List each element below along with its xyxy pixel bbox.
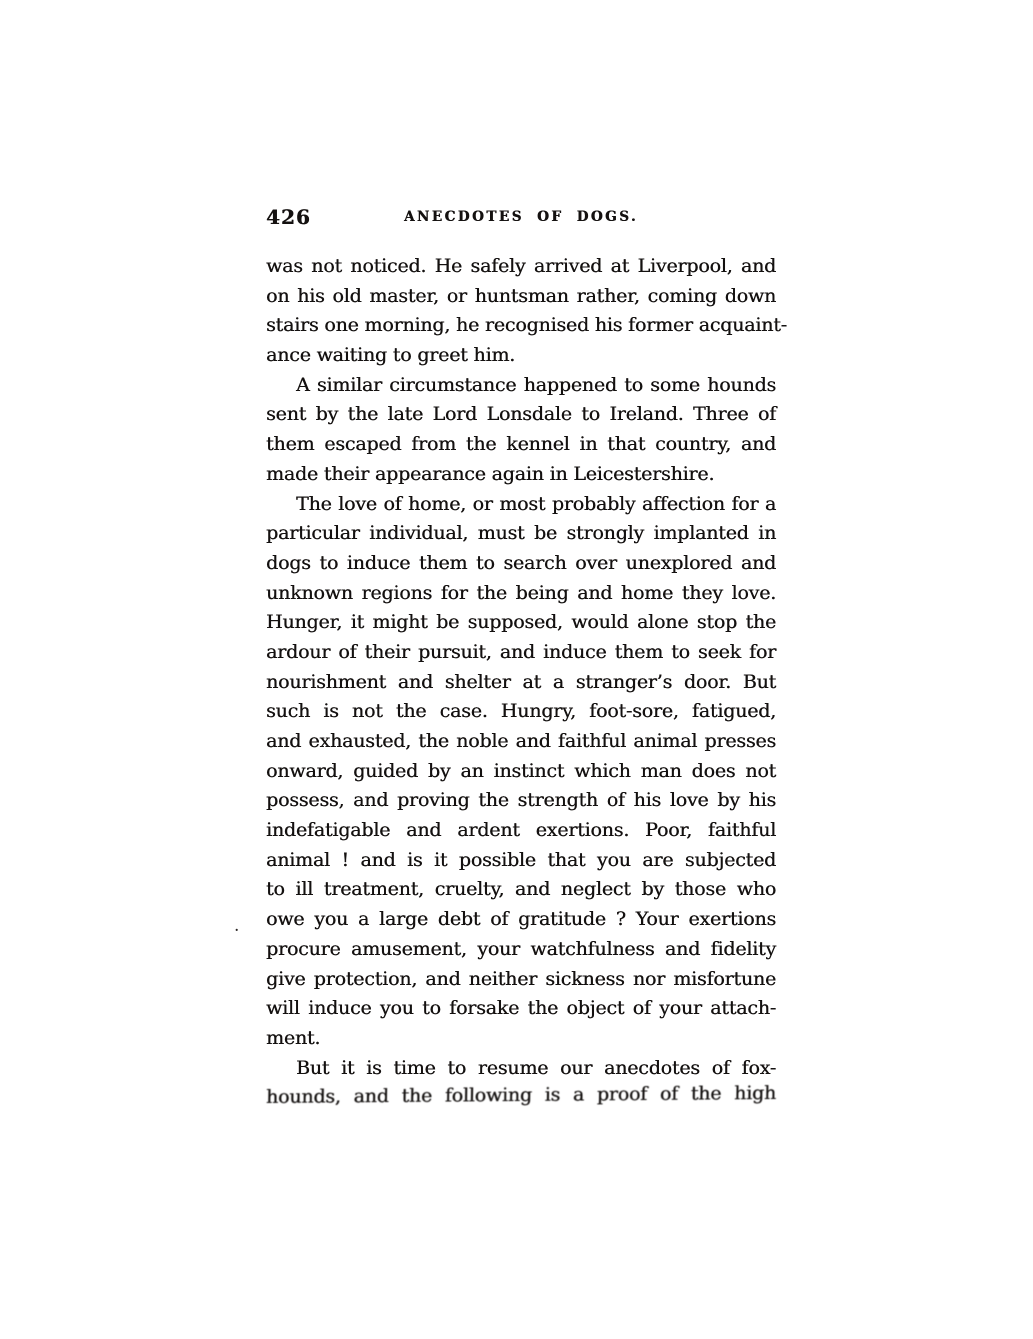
page-header (266, 203, 776, 235)
text-line: dogs to induce them to search over unexplored and (266, 551, 776, 574)
text-line: The love of home, or most probably affection for a (296, 492, 776, 515)
text-line: such is not the case. Hungry, foot-sore, fatigued, (266, 700, 776, 723)
text-line: onward, guided by an instinct which man does not (266, 759, 776, 782)
text-line: owe you a large debt of gratitude ? Your exertions (266, 908, 776, 931)
text-line: made their appearance again in Leicestershire. (266, 462, 715, 485)
text-line: nourishment and shelter at a stranger’s door. But (266, 670, 776, 693)
text-line: ance waiting to greet him. (266, 344, 515, 367)
text-line: on his old master, or huntsman rather, coming down (266, 284, 776, 307)
text-line: indefatigable and ardent exertions. Poor, faithful (266, 819, 776, 842)
text-line: unknown regions for the being and home they love. (266, 581, 776, 604)
text-line: Hunger, it might be supposed, would alone stop the (266, 611, 776, 634)
text-line: ardour of their pursuit, and induce them to seek for (266, 640, 776, 663)
scan-artifact-dot: . (234, 916, 240, 936)
body-text (265, 252, 787, 1113)
text-line: give protection, and neither sickness nor misfortune (266, 967, 776, 990)
text-line: But it is time to resume our anecdotes of fox- (296, 1056, 776, 1079)
text-line: animal ! and is it possible that you are subjected (266, 848, 776, 871)
text-line: A similar circumstance happened to some hounds (296, 373, 776, 396)
text-line: was not noticed. He safely arrived at Liverpool, and (266, 255, 776, 277)
text-line: and exhausted, the noble and faithful animal presses (266, 730, 776, 752)
text-line: particular individual, must be strongly implanted in (266, 522, 776, 545)
text-line: them escaped from the kennel in that country, and (266, 433, 776, 456)
text-line: to ill treatment, cruelty, and neglect by those who (266, 878, 776, 901)
text-line: will induce you to forsake the object of your attach- (266, 997, 776, 1020)
text-line: stairs one morning, he recognised his former acquaint- (266, 314, 787, 337)
running-header: ANECDOTES OF DOGS. (403, 209, 639, 225)
page-number: 426 (266, 205, 311, 229)
text-line: sent by the late Lord Lonsdale to Ireland. Three of (266, 403, 776, 426)
text-line: ment. (266, 1026, 321, 1049)
text-line: possess, and proving the strength of his love by his (266, 789, 776, 812)
text-line: hounds, and the following is a proof of the high (265, 1082, 777, 1109)
text-line: procure amusement, your watchfulness and fidelity (266, 937, 776, 960)
